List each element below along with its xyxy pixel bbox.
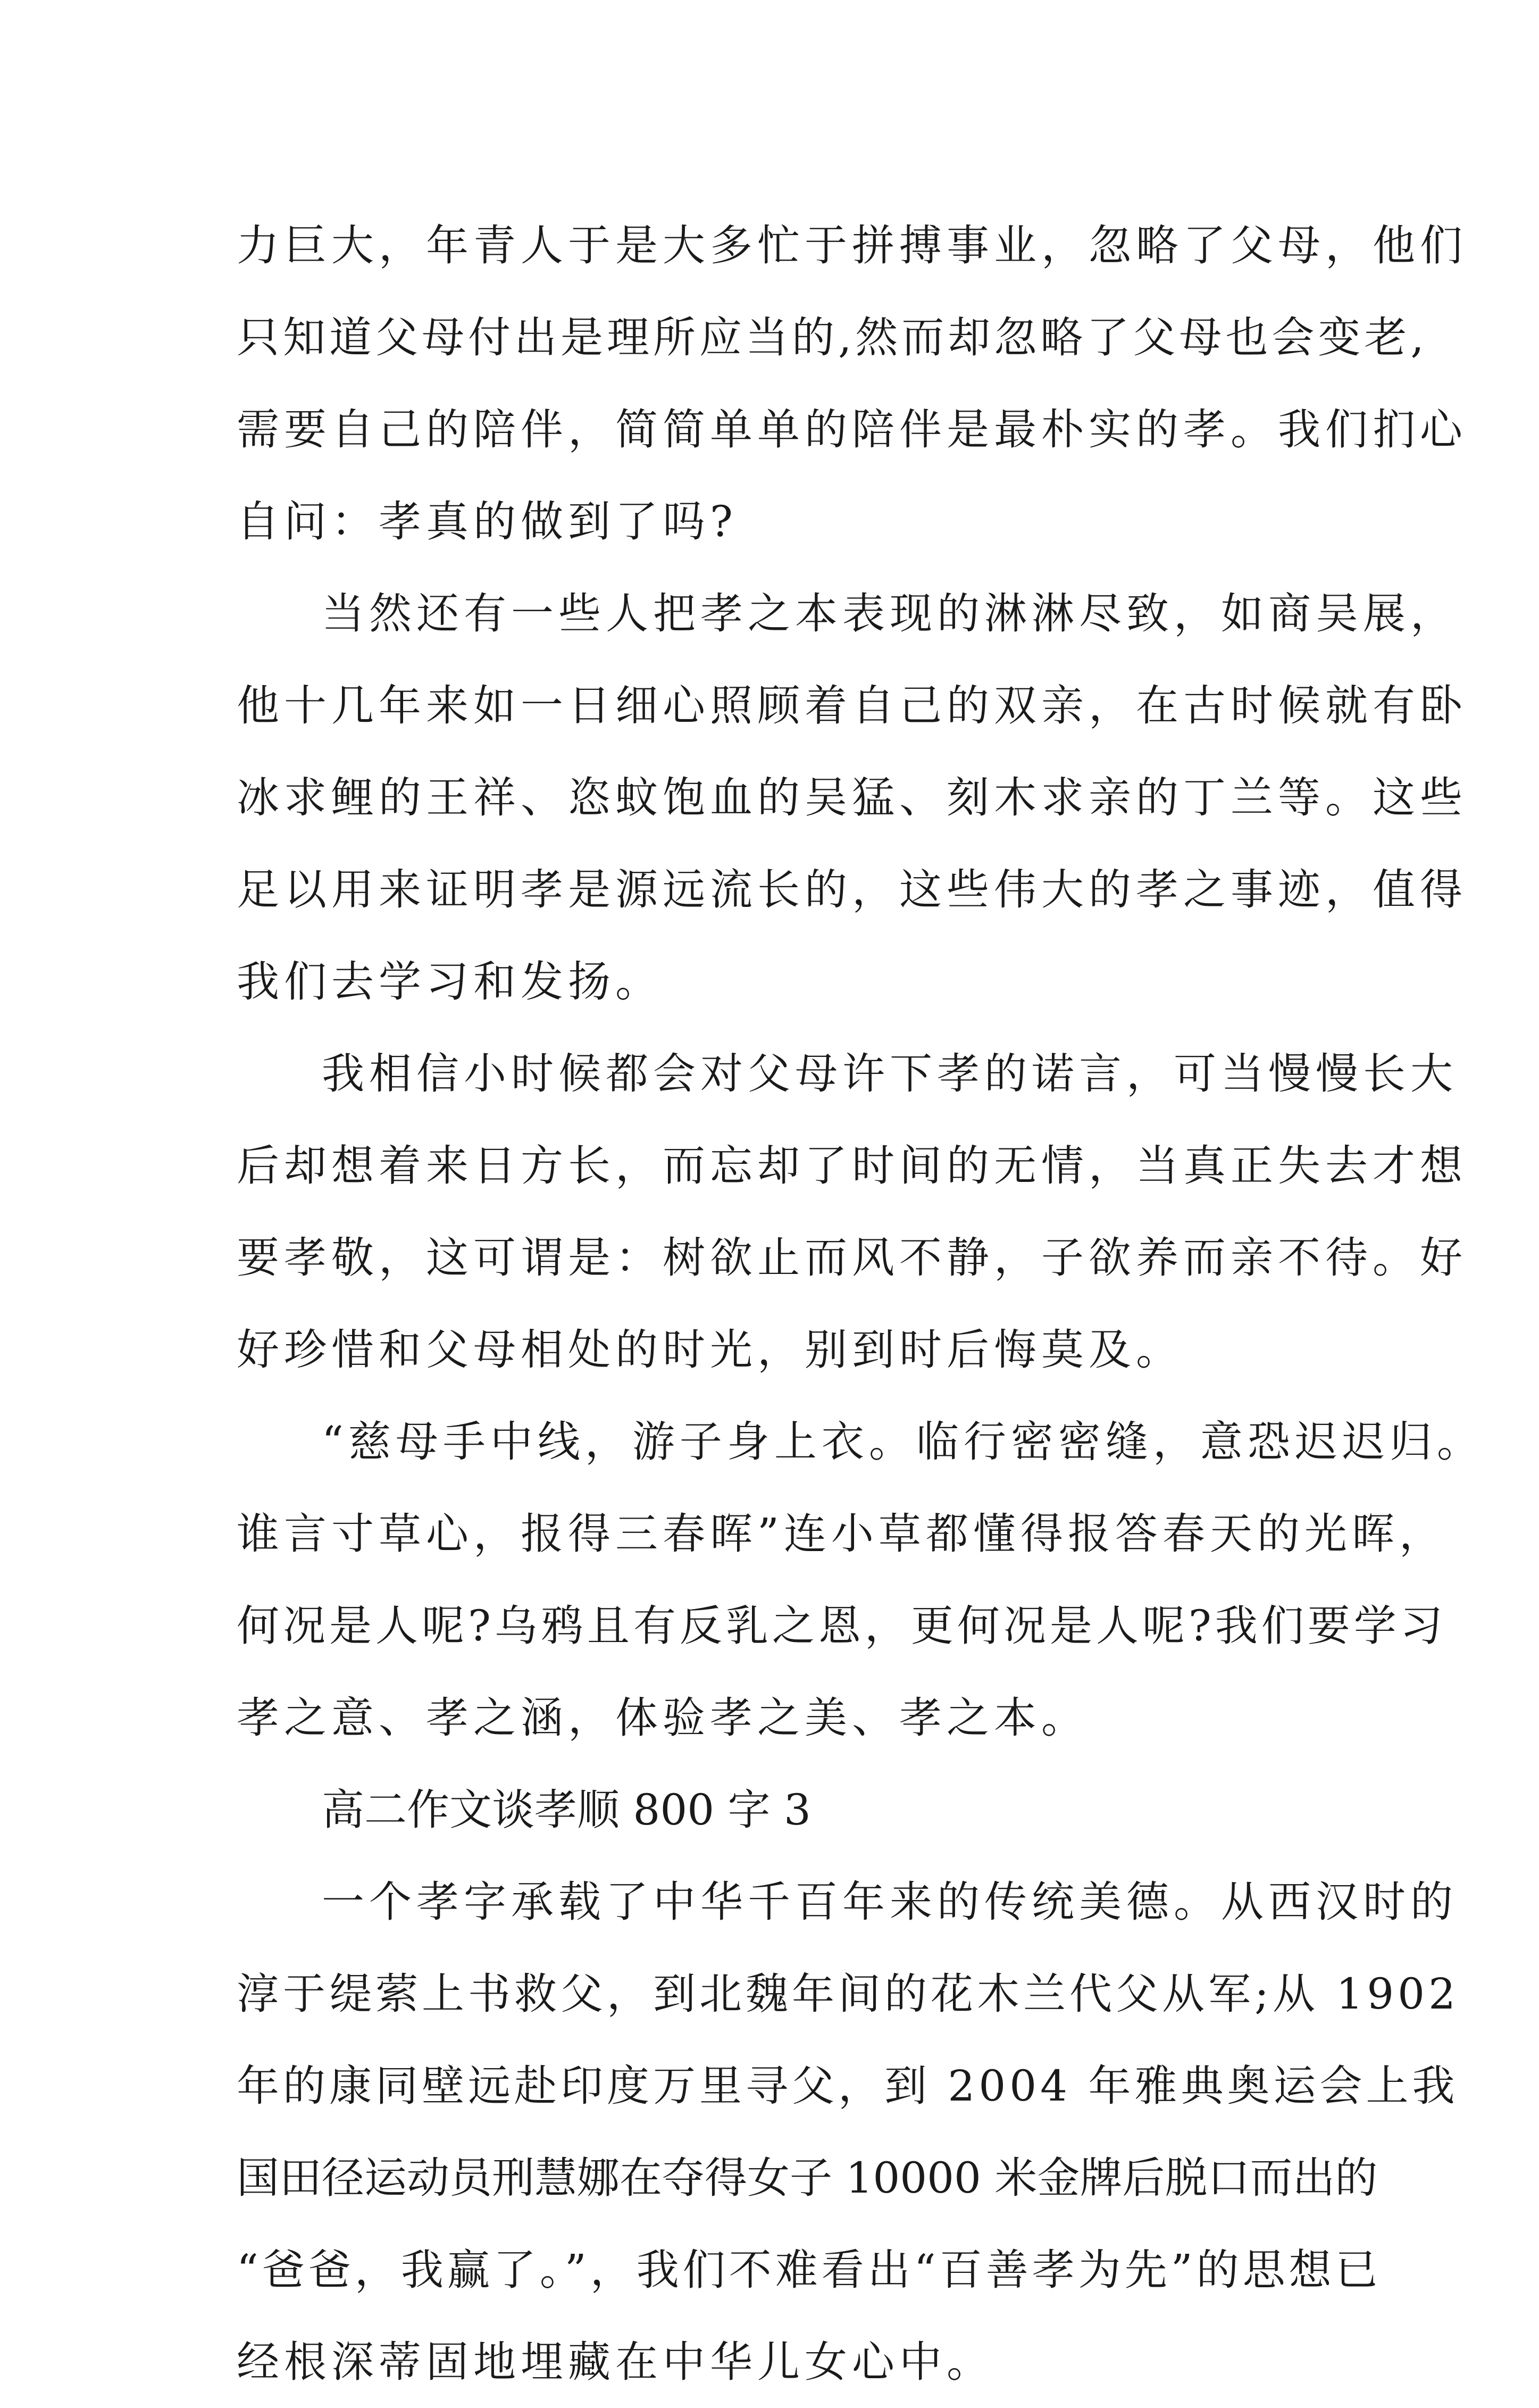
text-line: 国田径运动员刑慧娜在夺得女子 10000 米金牌后脱口而出的 bbox=[237, 2153, 1378, 2203]
text-line: 冰求鲤的王祥、恣蚊饱血的吴猛、刻木求亲的丁兰等。这些 bbox=[237, 773, 1467, 822]
text-line: 何况是人呢?乌鸦且有反乳之恩，更何况是人呢?我们要学习 bbox=[237, 1601, 1446, 1651]
text-line: 足以用来证明孝是源远流长的，这些伟大的孝之事迹，值得 bbox=[237, 865, 1467, 914]
text-line: 力巨大，年青人于是大多忙于拼搏事业，忽略了父母，他们 bbox=[237, 221, 1467, 270]
text-line: 好珍惜和父母相处的时光，别到时后悔莫及。 bbox=[237, 1325, 1183, 1374]
text-line: 经根深蒂固地埋藏在中华儿女心中。 bbox=[237, 2337, 994, 2387]
text-line: 孝之意、孝之涵，体验孝之美、孝之本。 bbox=[237, 1693, 1089, 1743]
text-line: 需要自己的陪伴，简简单单的陪伴是最朴实的孝。我们扪心 bbox=[237, 405, 1467, 454]
text-line: 我相信小时候都会对父母许下孝的诺言，可当慢慢长大 bbox=[322, 1049, 1458, 1098]
article-body bbox=[237, 199, 1484, 2408]
text-line: “爸爸，我赢了。”，我们不难看出“百善孝为先”的思想已 bbox=[237, 2245, 1382, 2295]
text-line: 一个孝字承载了中华千百年来的传统美德。从西汉时的 bbox=[322, 1877, 1458, 1927]
section-heading: 高二作文谈孝顺 800 字 3 bbox=[322, 1785, 811, 1835]
text-line: 要孝敬，这可谓是：树欲止而风不静，子欲养而亲不待。好 bbox=[237, 1233, 1467, 1282]
text-line: “慈母手中线，游子身上衣。临行密密缝，意恐迟迟归。 bbox=[322, 1417, 1484, 1467]
text-line: 自问：孝真的做到了吗? bbox=[237, 497, 738, 546]
text-line: 后却想着来日方长，而忘却了时间的无情，当真正失去才想 bbox=[237, 1141, 1467, 1190]
text-line: 淳于缇萦上书救父，到北魏年间的花木兰代父从军;从 1902 bbox=[237, 1969, 1459, 2019]
text-line: 只知道父母付出是理所应当的,然而却忽略了父母也会变老, bbox=[237, 313, 1428, 362]
text-line: 我们去学习和发扬。 bbox=[237, 957, 663, 1006]
text-line: 年的康同壁远赴印度万里寻父，到 2004 年雅典奥运会上我 bbox=[237, 2061, 1459, 2111]
text-line: 他十几年来如一日细心照顾着自己的双亲，在古时候就有卧 bbox=[237, 681, 1467, 730]
text-line: 当然还有一些人把孝之本表现的淋淋尽致，如商吴展， bbox=[322, 589, 1458, 638]
text-line: 谁言寸草心，报得三春晖”连小草都懂得报答春天的光晖， bbox=[237, 1509, 1446, 1559]
